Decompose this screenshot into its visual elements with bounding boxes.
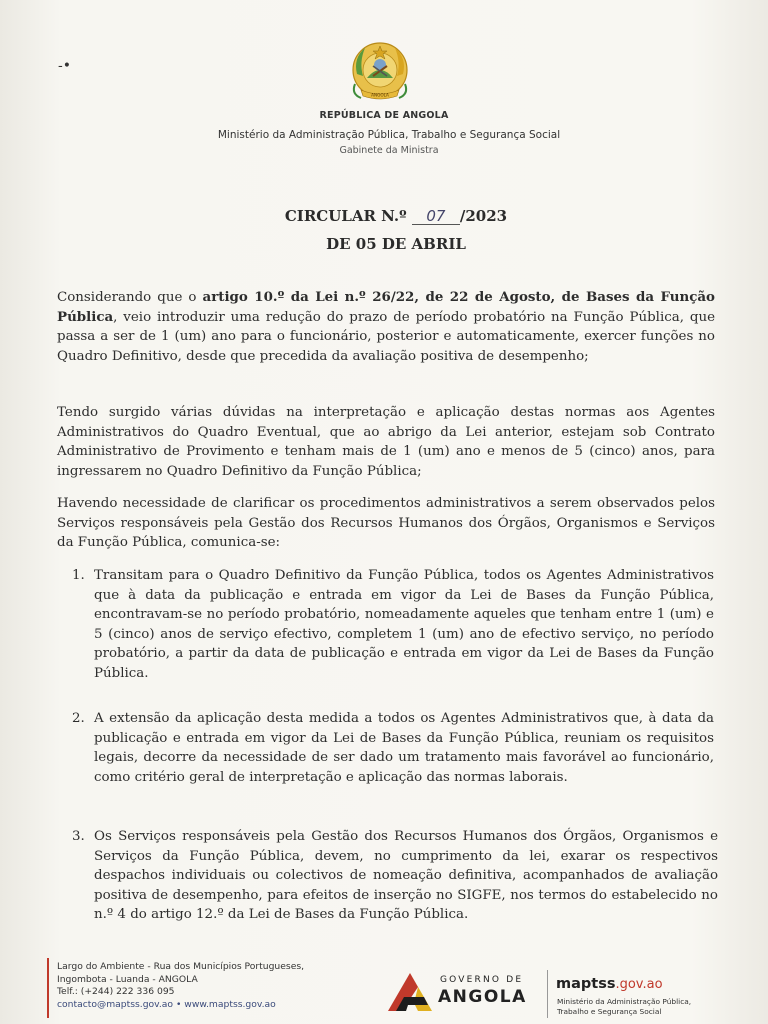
list-item	[72, 709, 714, 787]
address-line-1: Largo do Ambiente - Rua dos Municípios Portugueses,	[57, 961, 305, 972]
list-item-text: A extensão da aplicação desta medida a todos os Agentes Administrativos que, à data da publicação e entrada em vigor da Lei de Bases da Função Pública, reuniam os requisitos legais, decorre da necessidade de ser dado um tratamento mais favorável ao funcionário, como critério geral de interpretação e aplicação das normas laborais.	[94, 711, 714, 785]
circular-number: 07	[412, 209, 460, 225]
republic-title: REPÚBLICA DE ANGOLA	[319, 110, 449, 121]
footer-address	[57, 961, 304, 1011]
office-name: Gabinete da Ministra	[339, 145, 439, 156]
list-item-number: 1.	[72, 568, 85, 583]
list-item-text: Os Serviços responsáveis pela Gestão dos Recursos Humanos dos Órgãos, Organismos e Serviços da Função Pública, devem, no cumprimento da lei, exarar os respectivos despachos individuais ou colectivos de nomeação definitiva, acompanhados de avaliação positiva de desempenho, para efeitos de inserção no SIGFE, nos termos do estabelecido no n.º 4 do artigo 12.º da Lei de Bases da Função Pública.	[94, 829, 718, 923]
footer-divider	[47, 958, 49, 1018]
paragraph-tendo: Tendo surgido várias dúvidas na interpretação e aplicação destas normas aos Agentes Administrativos do Quadro Eventual, que ao abrigo da Lei anterior, estejam sob Contrato Administrativo de Provimento e tenham mais de 1 (um) ano e menos de 5 (cinco) anos, para ingressarem no Quadro Definitivo da Função Pública;	[57, 405, 715, 479]
address-line-2: Ingombota - Luanda - ANGOLA	[57, 973, 198, 985]
maptss-brand	[556, 976, 663, 992]
list-item-number: 2.	[72, 711, 85, 726]
p1-rest: , veio introduzir uma redução do prazo de período probatório na Função Pública, que passa a ser de 1 (um) ano para o funcionário, posterior e automaticamente, exercer funções no Quadro Definitivo, desde que precedida da avaliação positiva de desempenho;	[57, 309, 715, 364]
list-item-number: 3.	[72, 829, 85, 844]
maptss-subtitle-2: Trabalho e Segurança Social	[557, 1006, 662, 1016]
list-item	[72, 827, 718, 925]
maptss-subtitle	[557, 997, 691, 1016]
emblem-label: ANGOLA	[371, 92, 389, 98]
angola-emblem-icon	[347, 40, 413, 106]
gov-label-bottom: ANGOLA	[438, 987, 527, 1007]
contact-links[interactable]: contacto@maptss.gov.ao • www.maptss.gov.ao	[57, 998, 276, 1010]
paragraph-havendo: Havendo necessidade de clarificar os procedimentos administrativos a serem observados pelos Serviços responsáveis pela Gestão dos Recursos Humanos dos Órgãos, Organismos e Serviços da Função Pública, comunica-se:	[57, 496, 715, 551]
gov-label-top: GOVERNO DE	[440, 975, 524, 985]
circular-year: /2023	[459, 207, 508, 225]
scribble-mark: -•	[58, 58, 71, 74]
circular-date: DE 05 DE ABRIL	[326, 235, 466, 253]
paragraph-considerando	[57, 288, 715, 366]
p1-intro: Considerando que o	[57, 290, 203, 305]
phone: Telf.: (+244) 222 336 095	[57, 986, 175, 998]
ministry-name: Ministério da Administração Pública, Trabalho e Segurança Social	[217, 129, 561, 141]
maptss-name: maptss	[556, 976, 616, 992]
maptss-domain: .gov.ao	[615, 977, 663, 992]
list-item	[72, 566, 714, 684]
circular-prefix: CIRCULAR N.º	[284, 207, 407, 225]
circular-title	[12, 207, 768, 225]
list-item-text: Transitam para o Quadro Definitivo da Função Pública, todos os Agentes Administrativos que à data da publicação e entrada em vigor da Lei de Bases da Função Pública, encontravam-se no período probatório, nomeadamente aqueles que tenham entre 1 (um) e 5 (cinco) anos de serviço efectivo, completem 1 (um) ano de efectivo serviço, no período probatório, a partir da data de publicação e entrada em vigor da Lei de Bases da Função Pública.	[94, 568, 714, 681]
maptss-subtitle-1: Ministério da Administração Pública,	[557, 997, 692, 1006]
footer-separator	[547, 970, 548, 1018]
p1-law-reference: artigo 10.º da Lei n.º 26/22, de 22 de Agosto, de Bases da Função Pública	[57, 289, 715, 325]
